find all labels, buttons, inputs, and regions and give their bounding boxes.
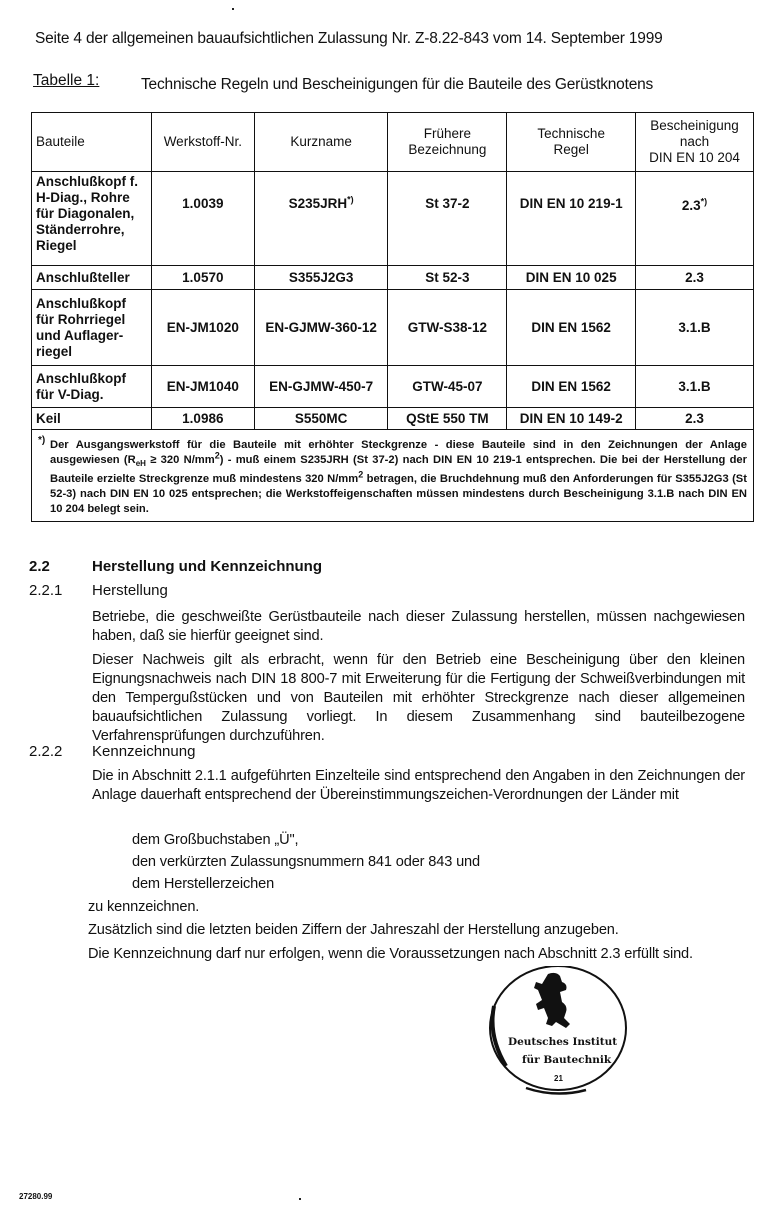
cell-kurzname: S550MC bbox=[254, 408, 388, 430]
section-number: 2.2.1 bbox=[29, 582, 63, 599]
stamp-line-2: für Bautechnik bbox=[522, 1054, 612, 1066]
table-caption-label: Tabelle 1: bbox=[33, 72, 100, 89]
cell-bauteil bbox=[32, 290, 152, 366]
footnote-sup: 2 bbox=[214, 450, 220, 461]
table-footnote-row bbox=[32, 430, 754, 522]
cell-bescheinigung: 3.1.B bbox=[636, 366, 754, 408]
footnote-part: ) - muß einem S235JRH (St 37-2) nach DIN EN 10 219-1 entsprechen. Die bei der Herstellung der Bauteile erzielte Streckgrenze muß mindestens 320 N/mm bbox=[50, 454, 747, 485]
cell-werkstoff: EN-JM1040 bbox=[151, 366, 254, 408]
cell-regel: DIN EN 10 219-1 bbox=[507, 172, 636, 266]
cell-frueher: St 37-2 bbox=[388, 172, 507, 266]
table-row bbox=[32, 172, 754, 266]
cell-kurzname: EN-GJMW-450-7 bbox=[254, 366, 388, 408]
paragraph: Betriebe, die geschweißte Gerüstbauteile nach dieser Zulassung herstellen, müssen nachgewiesen haben, daß sie hierfür geeignet sind. bbox=[92, 609, 745, 644]
table-row bbox=[32, 366, 754, 408]
cell-werkstoff: EN-JM1020 bbox=[151, 290, 254, 366]
cell-frueher: QStE 550 TM bbox=[388, 408, 507, 430]
cell-line: für V-Diag. bbox=[36, 386, 104, 402]
list-item: dem Großbuchstaben „Ü", bbox=[132, 832, 299, 848]
footnote-ref: *) bbox=[347, 194, 354, 205]
cell-value: S235JRH bbox=[288, 196, 348, 211]
cell-line: für Rohrriegel bbox=[36, 311, 126, 327]
cell-line: Anschlußkopf bbox=[36, 370, 126, 386]
table-footnote bbox=[32, 430, 754, 522]
footnote-sup: 2 bbox=[358, 469, 364, 480]
footnote-ref: *) bbox=[700, 196, 708, 207]
cell-kurzname bbox=[254, 172, 388, 266]
section-title: Kennzeichnung bbox=[92, 743, 196, 760]
cell-bescheinigung: 2.3 bbox=[636, 266, 754, 290]
document-code: 27280.99 bbox=[19, 1192, 53, 1201]
cell-bescheinigung: 2.3 bbox=[636, 408, 754, 430]
footnote-part: ≥ 320 N/mm bbox=[145, 454, 215, 467]
table-row bbox=[32, 408, 754, 430]
cell-bescheinigung bbox=[636, 172, 754, 266]
cell-value: 2.3 bbox=[681, 198, 701, 213]
cell-line: Ständerrohre, bbox=[36, 222, 125, 237]
header-line: Regel bbox=[553, 142, 589, 157]
stamp-number: 21 bbox=[554, 1074, 563, 1083]
cell-line: riegel bbox=[36, 343, 73, 359]
cell-bescheinigung: 3.1.B bbox=[636, 290, 754, 366]
paragraph: Dieser Nachweis gilt als erbracht, wenn für den Betrieb eine Bescheinigung über den kleinen Eignungsnachweis nach DIN 18 800-7 mit Erweiterung für die Fertigung der Schweißverbindungen mit den Tempergußstücken und von Bauteilen mit erhöhter Streckgrenze nach dieser allgemeinen bauaufsichtlichen Zulassung vorliegt. In diesem Zusammenhang sind bauteilbezogene Verfahrensprüfungen durchzuführen. bbox=[92, 652, 745, 744]
cell-bauteil: Anschlußteller bbox=[32, 266, 152, 290]
cell-werkstoff: 1.0570 bbox=[151, 266, 254, 290]
berlin-bear-icon bbox=[534, 973, 570, 1028]
section-number: 2.2 bbox=[29, 558, 50, 575]
header-line: Bescheinigung bbox=[650, 118, 739, 133]
cell-line: Anschlußkopf bbox=[36, 295, 126, 311]
scan-speck bbox=[299, 1198, 301, 1200]
list-item: dem Herstellerzeichen bbox=[132, 876, 275, 892]
paragraph: Die in Abschnitt 2.1.1 aufgeführten Einzelteile sind entsprechend den Angaben in den Zeichnungen der Anlage dauerhaft entsprechend der Übereinstimmungszeichen-Verordnungen der Länder mit bbox=[92, 768, 745, 803]
cell-frueher: St 52-3 bbox=[388, 266, 507, 290]
materials-table bbox=[31, 112, 754, 522]
footnote-text bbox=[38, 438, 747, 517]
table-header-row bbox=[32, 113, 754, 172]
section-number: 2.2.2 bbox=[29, 743, 63, 760]
cell-line: Anschlußkopf f. bbox=[36, 174, 138, 189]
footnote-sub: eH bbox=[135, 459, 146, 469]
header-line: Frühere bbox=[423, 126, 472, 141]
col-header-bauteile: Bauteile bbox=[32, 113, 152, 172]
footnote-part: Der Ausgangswerkstoff für die Bauteile mit erhöhter Steckgrenze - diese Bauteile sind in den Zeichnungen der Anlage ausgewiesen (R bbox=[50, 439, 747, 467]
section-title: Herstellung und Kennzeichnung bbox=[92, 558, 323, 575]
cell-kurzname: EN-GJMW-360-12 bbox=[254, 290, 388, 366]
header-line: Technische bbox=[537, 126, 605, 141]
cell-line: für Diagonalen, bbox=[36, 206, 135, 221]
page-header: Seite 4 der allgemeinen bauaufsichtlichen Zulassung Nr. Z-8.22-843 vom 14. September 1999 bbox=[35, 30, 663, 47]
cell-frueher: GTW-S38-12 bbox=[388, 290, 507, 366]
footnote-mark: *) bbox=[38, 435, 46, 446]
stamp-line-1: Deutsches Institut bbox=[508, 1036, 618, 1048]
col-header-werkstoff: Werkstoff-Nr. bbox=[151, 113, 254, 172]
cell-werkstoff: 1.0039 bbox=[151, 172, 254, 266]
cell-werkstoff: 1.0986 bbox=[151, 408, 254, 430]
list-item: den verkürzten Zulassungsnummern 841 oder 843 und bbox=[132, 854, 480, 870]
cell-regel: DIN EN 10 025 bbox=[507, 266, 636, 290]
paragraph: Die Kennzeichnung darf nur erfolgen, wenn die Voraussetzungen nach Abschnitt 2.3 erfüllt sind. bbox=[88, 946, 693, 962]
cell-frueher: GTW-45-07 bbox=[388, 366, 507, 408]
header-line: nach bbox=[679, 134, 710, 149]
cell-kurzname: S355J2G3 bbox=[254, 266, 388, 290]
cell-line: H-Diag., Rohre bbox=[36, 190, 130, 205]
table-caption-title: Technische Regeln und Bescheinigungen für die Bauteile des Gerüstknotens bbox=[141, 76, 654, 93]
col-header-fruehere bbox=[388, 113, 507, 172]
cell-bauteil bbox=[32, 172, 152, 266]
cell-regel: DIN EN 10 149-2 bbox=[507, 408, 636, 430]
cell-bauteil bbox=[32, 366, 152, 408]
col-header-regel bbox=[507, 113, 636, 172]
header-line: Bezeichnung bbox=[408, 142, 487, 157]
header-line: DIN EN 10 204 bbox=[649, 150, 740, 165]
paragraph: zu kennzeichnen. bbox=[88, 899, 200, 915]
cell-regel: DIN EN 1562 bbox=[507, 366, 636, 408]
paragraph: Zusätzlich sind die letzten beiden Ziffern der Jahreszahl der Herstellung anzugeben. bbox=[88, 922, 619, 938]
col-header-bescheinigung bbox=[636, 113, 754, 172]
official-stamp bbox=[486, 966, 638, 1098]
cell-line: und Auflager- bbox=[36, 327, 124, 343]
scan-speck bbox=[232, 8, 234, 10]
cell-line: Riegel bbox=[36, 238, 77, 253]
cell-bauteil: Keil bbox=[32, 408, 152, 430]
table-row bbox=[32, 290, 754, 366]
table-row bbox=[32, 266, 754, 290]
cell-regel: DIN EN 1562 bbox=[507, 290, 636, 366]
footnote-part: betragen, die Bruchdehnung muß den Anforderungen für S355J2G3 (St 52-3) nach DIN EN 10 025 entsprechen; die Werkstoffeigenschaften müssen mindestens durch Bescheinigung 3.1.B nach DIN EN 10 204 belegt sein. bbox=[50, 472, 747, 516]
section-title: Herstellung bbox=[92, 582, 168, 599]
col-header-kurzname: Kurzname bbox=[254, 113, 388, 172]
